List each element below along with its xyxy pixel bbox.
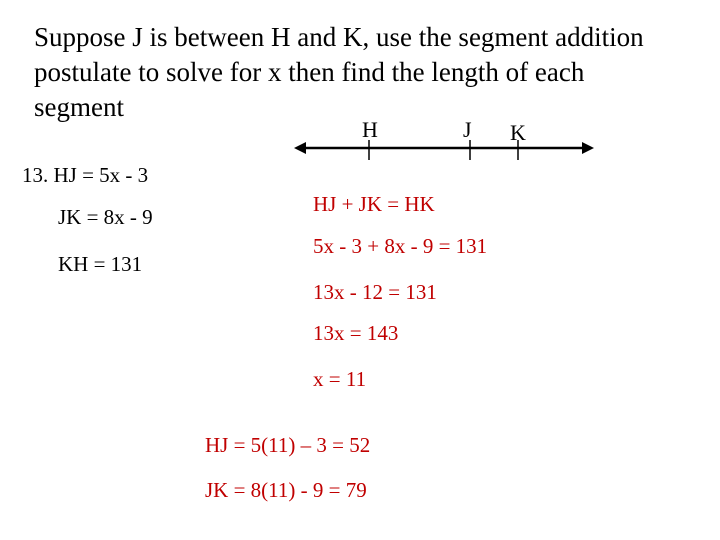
prompt-line-3: segment <box>34 92 124 122</box>
point-label-k: K <box>510 120 526 145</box>
result-jk: JK = 8(11) - 9 = 79 <box>205 478 367 502</box>
left-arrow-icon <box>294 142 306 154</box>
right-arrow-icon <box>582 142 594 154</box>
solution-step-4: 13x = 143 <box>313 321 399 345</box>
given-kh: KH = 131 <box>58 252 143 276</box>
prompt-line-1: Suppose J is between H and K, use the segment addition <box>34 22 644 52</box>
solution-step-3: 13x - 12 = 131 <box>313 280 437 304</box>
point-label-h: H <box>362 117 378 142</box>
prompt-line-2: postulate to solve for x then find the length of each <box>34 57 585 87</box>
point-label-j: J <box>463 117 472 142</box>
solution-step-5: x = 11 <box>313 367 367 391</box>
result-hj: HJ = 5(11) – 3 = 52 <box>205 433 371 457</box>
solution-step-1: HJ + JK = HK <box>313 192 435 216</box>
given-jk: JK = 8x - 9 <box>58 205 153 229</box>
solution-step-2: 5x - 3 + 8x - 9 = 131 <box>313 234 488 258</box>
given-hj: 13. HJ = 5x - 3 <box>22 163 149 187</box>
